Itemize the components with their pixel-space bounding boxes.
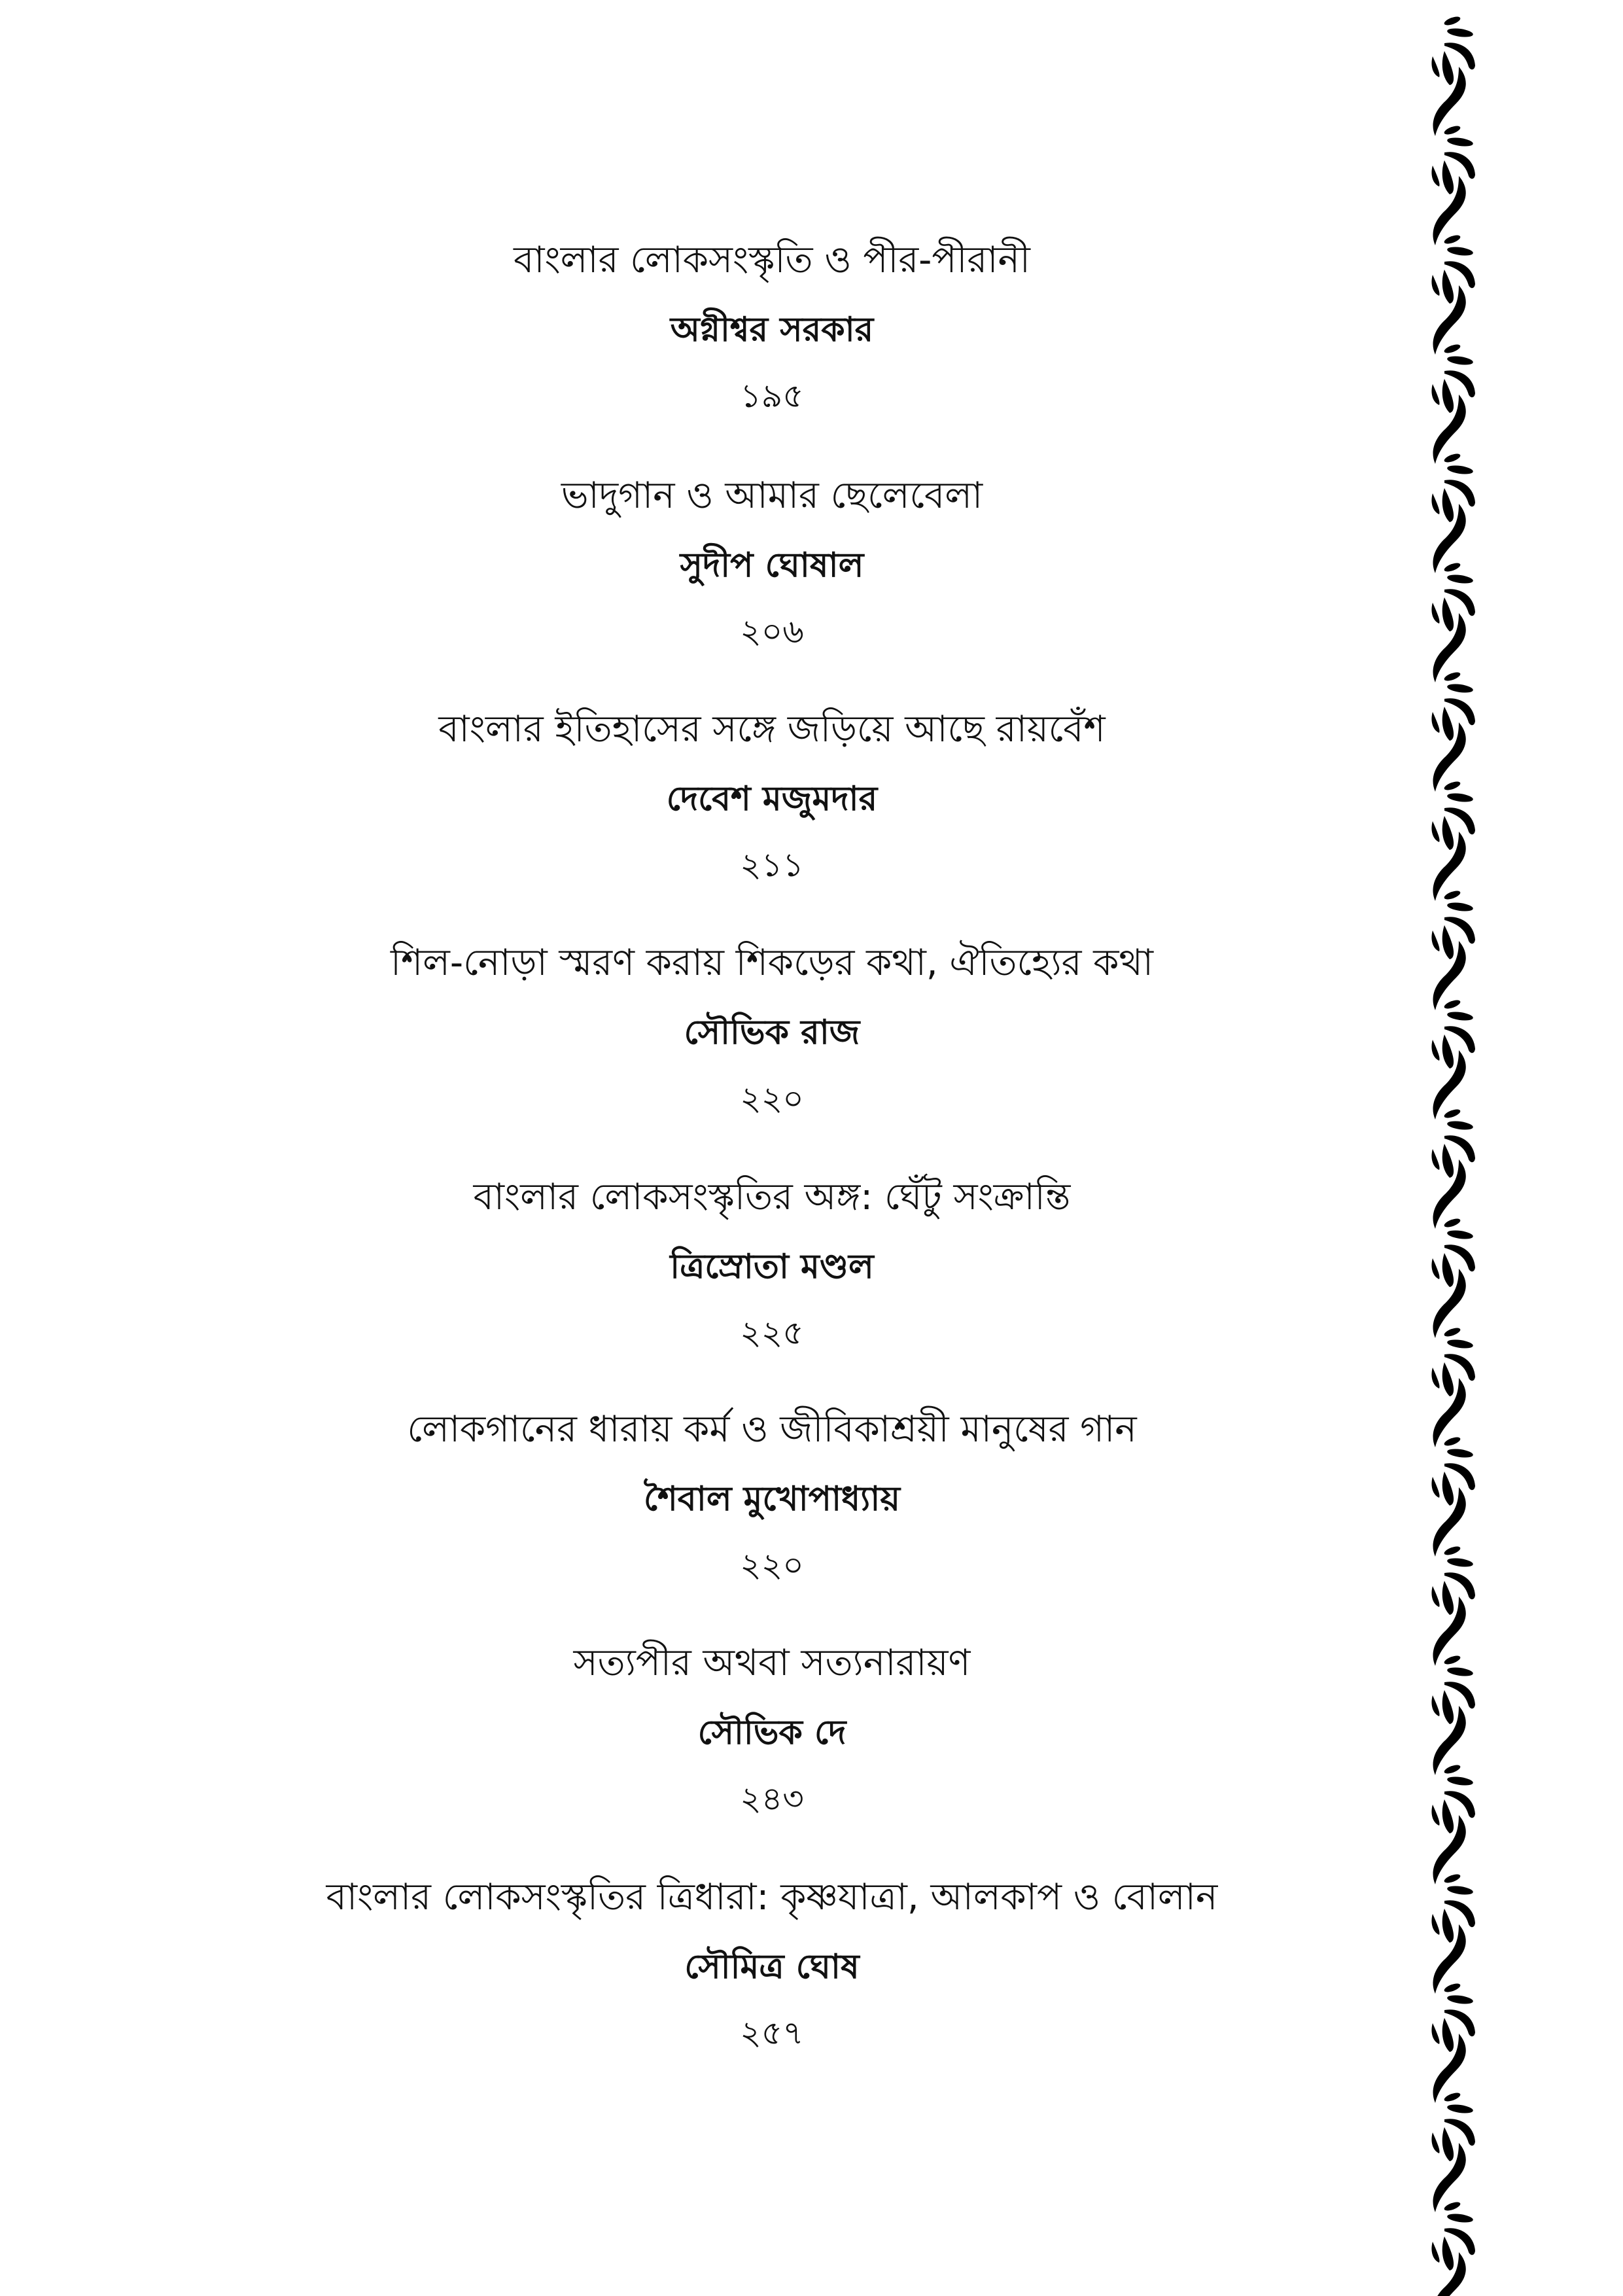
entry-author: অগ্নীশ্বর সরকার [670,310,874,349]
toc-entry [0,1871,1623,2087]
vine-swirl-icon [1418,2197,1484,2296]
toc-entry [0,470,1623,686]
vine-swirl-icon [1418,449,1484,559]
vine-swirl-icon [1418,1104,1484,1214]
vine-swirl-icon [1418,12,1484,122]
entry-title: বাংলার লোকসংস্কৃতি ও পীর-পীরানী [514,239,1030,281]
entry-page-number: ২২০ [740,1546,804,1584]
vine-swirl-icon [1418,1979,1484,2089]
vine-swirl-icon [1418,1432,1484,1542]
toc-entry [0,1171,1623,1387]
toc-entry [0,1404,1623,1619]
entry-page-number: ২১১ [740,846,804,884]
entry-title: লোকগানের ধারায় কর্ম ও জীবিকাশ্রয়ী মানুষের গান [407,1408,1137,1451]
toc-entry [0,1637,1623,1853]
entry-title: ভাদুগান ও আমার ছেলেবেলা [561,474,983,517]
entry-author: দেবেশ মজুমদার [666,779,878,819]
toc-entry [0,937,1623,1153]
entry-author: ত্রিস্রোতা মণ্ডল [670,1247,874,1286]
toc-entry [0,234,1623,450]
entry-page-number: ২৪৩ [740,1780,804,1818]
entry-title: শিল-নোড়া স্মরণ করায় শিকড়ের কথা, ঐতিহ্যের কথা [391,942,1153,984]
vine-swirl-icon [1418,995,1484,1105]
vine-swirl-icon [1418,1542,1484,1651]
entry-title: বাংলার লোকসংস্কৃতির অঙ্গ: ঘেঁটু সংক্রান্তি [473,1176,1071,1218]
vine-swirl-icon [1418,1323,1484,1433]
entry-title: বাংলার ইতিহাসের সঙ্গে জড়িয়ে আছে রায়বেঁশ [438,708,1106,751]
vine-swirl-icon [1418,667,1484,777]
vine-swirl-icon [1418,886,1484,996]
vine-swirl-icon [1418,1760,1484,1870]
entry-author: সৌমিত্র ঘোষ [684,1947,860,1987]
entry-author: সুদীপ ঘোষাল [680,546,864,585]
vine-swirl-icon [1418,230,1484,340]
entry-page-number: ২৫৭ [740,2014,804,2052]
vine-swirl-icon [1418,777,1484,887]
entry-title: বাংলার লোকসংস্কৃতির ত্রিধারা: কৃষ্ণযাত্রা, আলকাপ ও বোলান [326,1876,1218,1918]
entry-page-number: ২২৫ [740,1314,804,1352]
vine-swirl-icon [1418,558,1484,668]
entry-page-number: ১৯৫ [740,377,804,415]
entry-page-number: ২২০ [740,1080,804,1118]
vine-swirl-icon [1418,1869,1484,1979]
entry-author: শৈবাল মুখোপাধ্যায় [644,1479,900,1519]
vine-swirl-icon [1418,340,1484,450]
entry-author: সৌভিক রাজ [684,1013,860,1052]
vine-swirl-icon [1418,2088,1484,2198]
vine-swirl-icon [1418,1214,1484,1324]
entry-page-number: ২০৬ [740,612,804,650]
vine-swirl-icon [1418,121,1484,231]
decorative-vine-border [1413,0,1492,2296]
toc-entry [0,703,1623,919]
entry-title: সত্যপীর অথবা সত্যনারায়ণ [573,1642,971,1684]
entry-author: সৌভিক দে [697,1713,846,1752]
vine-swirl-icon [1418,1651,1484,1761]
